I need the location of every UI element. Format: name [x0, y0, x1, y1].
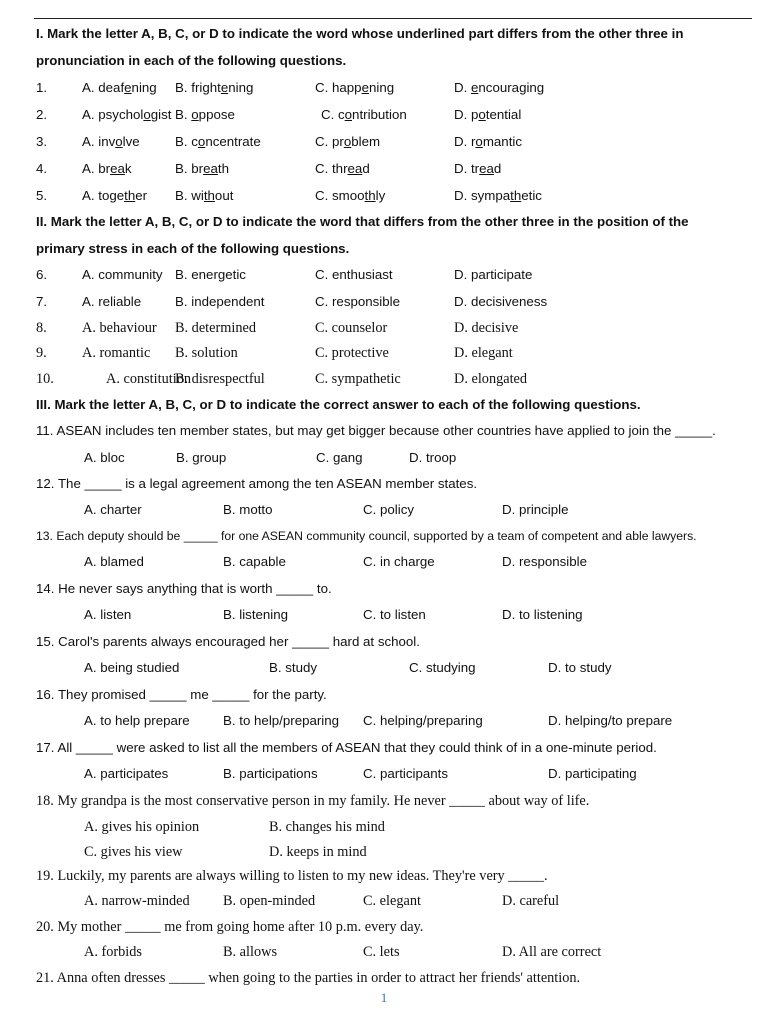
- option-text: A. psychol: [82, 107, 144, 122]
- answer-option-c: C. responsible: [315, 294, 400, 309]
- option-text: ncouraging: [478, 80, 545, 95]
- option-text: B. wi: [175, 188, 204, 203]
- option-text: D. tr: [454, 161, 480, 176]
- question-number: 7.: [36, 294, 48, 309]
- question-number: 8.: [36, 320, 47, 336]
- answer-option-a: [82, 187, 147, 205]
- top-rule: [34, 18, 752, 19]
- option-text: blem: [351, 134, 381, 149]
- underlined-part: th: [510, 188, 522, 203]
- option-text: B. c: [175, 134, 198, 149]
- question-text: 12. The _____ is a legal agreement among the ten ASEAN member states.: [36, 476, 478, 491]
- answer-option-c: C. gang: [316, 450, 363, 465]
- answer-option-a: [82, 106, 171, 124]
- answer-option-a: A. listen: [84, 607, 132, 622]
- answer-option-b: B. group: [176, 450, 227, 465]
- answer-option-b: B. open-minded: [223, 893, 316, 909]
- underlined-part: e: [220, 80, 229, 95]
- option-text: D.: [454, 80, 471, 95]
- option-text: tential: [485, 107, 522, 122]
- option-text: ning: [131, 80, 157, 95]
- answer-option-a: A. blamed: [84, 554, 144, 569]
- answer-option-d: [454, 106, 521, 124]
- answer-option-d: D. decisive: [454, 320, 519, 336]
- answer-option-b: B. changes his mind: [269, 819, 385, 835]
- underlined-part: th: [124, 188, 136, 203]
- answer-option-a: A. narrow-minded: [84, 893, 190, 909]
- answer-option-c: C. studying: [409, 660, 476, 675]
- answer-option-d: [454, 160, 501, 178]
- option-text: A. toge: [82, 188, 125, 203]
- question-number: 3.: [36, 134, 48, 149]
- question-text: 16. They promised _____ me _____ for the party.: [36, 687, 327, 702]
- answer-option-b: B. disrespectful: [175, 371, 265, 387]
- answer-option-a: A. participates: [84, 766, 169, 781]
- answer-option-a: A. being studied: [84, 660, 180, 675]
- option-text: D. sympa: [454, 188, 511, 203]
- underlined-part: o: [115, 134, 123, 149]
- answer-option-a: [82, 79, 157, 97]
- answer-option-a: A. constitution: [106, 371, 191, 387]
- option-text: D. r: [454, 134, 476, 149]
- page-number: 1: [380, 990, 388, 1005]
- answer-option-b: B. participations: [223, 766, 318, 781]
- answer-option-c: [315, 79, 394, 97]
- answer-option-c: C. policy: [363, 502, 414, 517]
- option-text: ncentrate: [205, 134, 261, 149]
- underlined-part: th: [203, 188, 215, 203]
- answer-option-a: A. bloc: [84, 450, 125, 465]
- underlined-part: o: [143, 107, 151, 122]
- answer-option-c: [321, 106, 407, 124]
- underlined-part: o: [475, 134, 483, 149]
- answer-option-d: D. participate: [454, 267, 533, 282]
- answer-option-a: A. reliable: [82, 294, 142, 309]
- section-3-title: III. Mark the letter A, B, C, or D to indicate the correct answer to each of the following questions.: [36, 397, 641, 412]
- section-2-title: II. Mark the letter A, B, C, or D to indicate the word that differs from the other three in the position of the: [36, 214, 689, 229]
- option-text: ppose: [198, 107, 235, 122]
- answer-option-d: D. careful: [502, 893, 560, 909]
- question-text: 14. He never says anything that is worth _____ to.: [36, 581, 332, 596]
- answer-option-b: B. energetic: [175, 267, 246, 282]
- answer-option-a: A. charter: [84, 502, 142, 517]
- underlined-part: th: [364, 188, 376, 203]
- answer-option-d: D. to study: [548, 660, 612, 675]
- answer-option-d: D. elegant: [454, 345, 513, 361]
- answer-option-b: [175, 160, 229, 178]
- answer-option-d: D. All are correct: [502, 944, 602, 960]
- option-text: C. thr: [315, 161, 348, 176]
- answer-option-c: C. participants: [363, 766, 448, 781]
- answer-option-a: [82, 160, 132, 178]
- option-text: B. br: [175, 161, 204, 176]
- option-text: C. happ: [315, 80, 362, 95]
- answer-option-c: C. sympathetic: [315, 371, 401, 387]
- answer-option-a: A. community: [82, 267, 163, 282]
- option-text: ly: [375, 188, 386, 203]
- answer-option-d: D. elongated: [454, 371, 528, 387]
- option-text: A. br: [82, 161, 111, 176]
- option-text: ntribution: [352, 107, 407, 122]
- question-text: 11. ASEAN includes ten member states, but may get bigger because other countries have applied to join the _____.: [36, 423, 716, 438]
- answer-option-a: A. to help prepare: [84, 713, 190, 728]
- question-text: 19. Luckily, my parents are always willing to listen to my new ideas. They're very _____.: [36, 868, 548, 884]
- answer-option-c: C. gives his view: [84, 844, 183, 860]
- answer-option-b: [175, 187, 233, 205]
- answer-option-d: D. participating: [548, 766, 637, 781]
- answer-option-d: [454, 133, 522, 151]
- underlined-part: ea: [479, 161, 494, 176]
- option-text: ning: [368, 80, 395, 95]
- option-text: A. deaf: [82, 80, 125, 95]
- answer-option-b: B. to help/preparing: [223, 713, 340, 728]
- answer-option-a: A. romantic: [82, 345, 151, 361]
- option-text: er: [135, 188, 148, 203]
- answer-option-b: B. capable: [223, 554, 286, 569]
- question-text: 13. Each deputy should be _____ for one ASEAN community council, supported by a team of competent and able lawyers.: [36, 529, 697, 543]
- option-text: k: [124, 161, 132, 176]
- answer-option-c: C. counselor: [315, 320, 388, 336]
- answer-option-c: C. protective: [315, 345, 389, 361]
- answer-option-b: [175, 133, 261, 151]
- answer-option-b: B. study: [269, 660, 318, 675]
- answer-option-c: [315, 133, 380, 151]
- option-text: B.: [175, 107, 192, 122]
- answer-option-b: B. allows: [223, 944, 278, 960]
- option-text: mantic: [482, 134, 522, 149]
- underlined-part: o: [191, 107, 199, 122]
- answer-option-a: A. gives his opinion: [84, 819, 200, 835]
- answer-option-c: C. in charge: [363, 554, 435, 569]
- answer-option-b: B. determined: [175, 320, 256, 336]
- option-text: gist: [150, 107, 172, 122]
- question-number: 10.: [36, 371, 54, 387]
- question-number: 6.: [36, 267, 48, 282]
- answer-option-d: D. troop: [409, 450, 457, 465]
- option-text: C. pr: [315, 134, 344, 149]
- underlined-part: o: [197, 134, 206, 149]
- answer-option-a: A. behaviour: [82, 320, 157, 336]
- underlined-part: o: [343, 134, 352, 149]
- question-number: 4.: [36, 161, 48, 176]
- option-text: out: [214, 188, 234, 203]
- section-1-title: I. Mark the letter A, B, C, or D to indicate the word whose underlined part differs from the other three in: [36, 26, 684, 41]
- answer-option-c: C. helping/preparing: [363, 713, 483, 728]
- option-text: A. inv: [82, 134, 116, 149]
- answer-option-b: B. independent: [175, 294, 265, 309]
- answer-option-a: [82, 133, 140, 151]
- section-1-title-cont: pronunciation in each of the following questions.: [36, 53, 347, 68]
- answer-option-a: A. forbids: [84, 944, 142, 960]
- question-number: 2.: [36, 107, 48, 122]
- answer-option-c: C. to listen: [363, 607, 426, 622]
- underlined-part: o: [478, 107, 486, 122]
- answer-option-d: D. helping/to prepare: [548, 713, 673, 728]
- underlined-part: ea: [203, 161, 218, 176]
- answer-option-d: D. decisiveness: [454, 294, 548, 309]
- question-number: 1.: [36, 80, 48, 95]
- question-number: 5.: [36, 188, 48, 203]
- answer-option-c: C. lets: [363, 944, 400, 960]
- question-text: 20. My mother _____ me from going home after 10 p.m. every day.: [36, 919, 424, 935]
- question-text: 15. Carol's parents always encouraged her _____ hard at school.: [36, 634, 420, 649]
- answer-option-d: D. responsible: [502, 554, 587, 569]
- option-text: th: [217, 161, 229, 176]
- answer-option-d: [454, 187, 542, 205]
- question-number: 9.: [36, 345, 47, 361]
- answer-option-b: B. listening: [223, 607, 289, 622]
- underlined-part: o: [344, 107, 353, 122]
- question-text: 17. All _____ were asked to list all the members of ASEAN that they could think of in a one-minute period.: [36, 740, 657, 755]
- option-text: C. smoo: [315, 188, 365, 203]
- answer-option-c: [315, 187, 385, 205]
- underlined-part: e: [124, 80, 132, 95]
- answer-option-b: [175, 106, 235, 124]
- question-text: 18. My grandpa is the most conservative person in my family. He never _____ about way of life.: [36, 793, 590, 809]
- answer-option-c: C. enthusiast: [315, 267, 393, 282]
- option-text: etic: [521, 188, 542, 203]
- option-text: d: [493, 161, 502, 176]
- answer-option-b: [175, 79, 253, 97]
- underlined-part: e: [471, 80, 479, 95]
- underlined-part: ea: [347, 161, 363, 176]
- option-text: d: [362, 161, 370, 176]
- option-text: D. p: [454, 107, 479, 122]
- answer-option-d: D. keeps in mind: [269, 844, 367, 860]
- answer-option-b: B. solution: [175, 345, 238, 361]
- underlined-part: ea: [110, 161, 125, 176]
- answer-option-c: [315, 160, 370, 178]
- option-text: B. fright: [175, 80, 221, 95]
- answer-option-d: D. to listening: [502, 607, 583, 622]
- underlined-part: e: [361, 80, 369, 95]
- option-text: ning: [228, 80, 254, 95]
- question-text: 21. Anna often dresses _____ when going to the parties in order to attract her friends' attention.: [36, 970, 581, 986]
- option-text: lve: [122, 134, 140, 149]
- answer-option-c: C. elegant: [363, 893, 421, 909]
- answer-option-d: [454, 79, 544, 97]
- option-text: C. c: [321, 107, 345, 122]
- section-2-title-cont: primary stress in each of the following questions.: [36, 241, 350, 256]
- answer-option-d: D. principle: [502, 502, 569, 517]
- answer-option-b: B. motto: [223, 502, 273, 517]
